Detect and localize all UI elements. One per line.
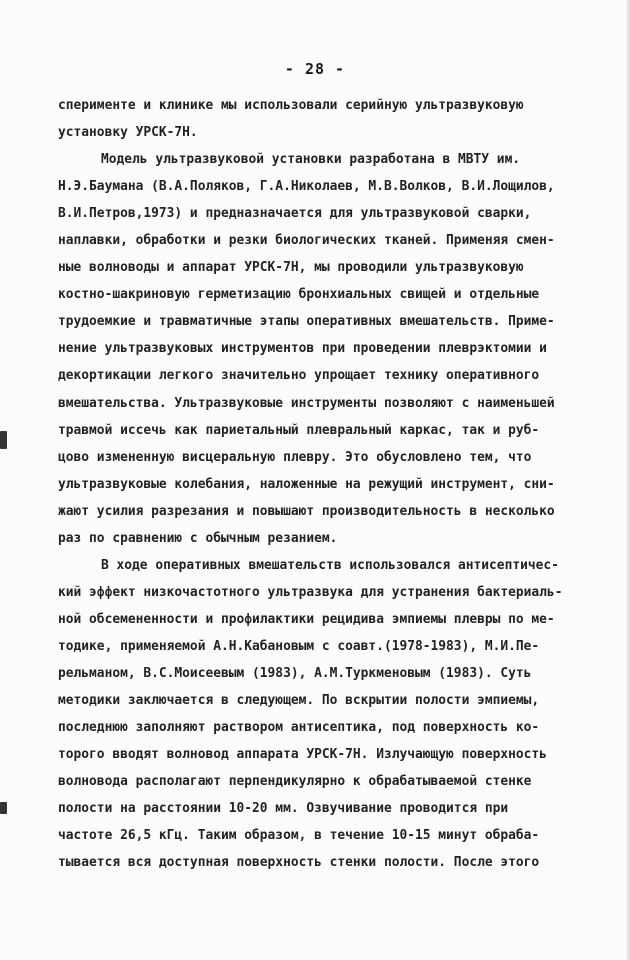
text-line: ные волноводы и аппарат УРСК-7Н, мы проводили ультразвуковую — [58, 260, 524, 276]
text-line: цово измененную висцеральную плевру. Это обусловлено тем, что — [58, 449, 532, 465]
text-line: Н.Э.Баумана (В.А.Поляков, Г.А.Николаев, М.В.Волков, В.И.Лощилов, — [58, 179, 555, 195]
text-line: тодике, применяемой А.Н.Кабановым с соавт.(1978-1983), М.И.Пе- — [58, 638, 540, 654]
text-line: раз по сравнению с обычным резанием. — [58, 530, 338, 546]
text-line: установку УРСК-7Н. — [58, 125, 198, 141]
text-line: трудоемкие и травматичные этапы оперативных вмешательств. Приме- — [58, 314, 555, 330]
body-text — [58, 92, 606, 876]
text-line: методики заключается в следующем. По вскрытии полости эмпиемы, — [58, 693, 540, 709]
text-line: последнюю заполняют раствором антисептика, под поверхность ко- — [58, 720, 540, 736]
text-line: вмешательства. Ультразвуковые инструменты позволяют с наименьшей — [58, 395, 555, 411]
paragraph-start-line: Модель ультразвуковой установки разработана в МВТУ им. — [101, 152, 521, 168]
text-line: кий эффект низкочастотного ультразвука для устранения бактериаль- — [58, 584, 563, 600]
text-line: волновода располагают перпендикулярно к обрабатываемой стенке — [58, 774, 532, 790]
text-line: костно-шакриновую герметизацию бронхиальных свищей и отдельные — [58, 287, 540, 303]
page-edge-shadow — [626, 0, 630, 960]
text-line: травмой иссечь как париетальный плевральный каркас, так и руб- — [58, 422, 540, 438]
text-line: полости на расстоянии 10-20 мм. Озвучивание проводится при — [58, 801, 509, 817]
text-line: рельманом, В.С.Моисеевым (1983), А.М.Туркменовым (1983). Суть — [58, 665, 532, 681]
text-line: нение ультразвуковых инструментов при проведении плеврэктомии и — [58, 341, 547, 357]
text-line: В.И.Петров,1973) и предназначается для ультразвуковой сварки, — [58, 206, 532, 222]
text-line: ной обсемененности и профилактики рецидива эмпиемы плевры по ме- — [58, 611, 555, 627]
paragraph-start-line: В ходе оперативных вмешательств использовался антисептичес- — [101, 557, 559, 573]
binding-hole-mark — [0, 431, 7, 449]
text-line: жают усилия разрезания и повышают производительность в несколько — [58, 503, 555, 519]
page-number: - 28 - — [284, 60, 346, 78]
text-line: сперименте и клинике мы использовали серийную ультразвуковую — [58, 98, 524, 113]
text-line: торого вводят волновод аппарата УРСК-7Н. Излучающую поверхность — [58, 747, 547, 763]
binding-hole-mark — [0, 802, 7, 814]
text-line: тывается вся доступная поверхность стенки полости. После этого — [58, 855, 540, 871]
text-line: ультразвуковые колебания, наложенные на режущий инструмент, сни- — [58, 476, 555, 492]
text-line: декортикации легкого значительно упрощает технику оперативного — [58, 368, 540, 384]
text-line: наплавки, обработки и резки биологических тканей. Применяя смен- — [58, 233, 555, 249]
text-line: частоте 26,5 кГц. Таким образом, в течение 10-15 минут обраба- — [58, 828, 540, 844]
